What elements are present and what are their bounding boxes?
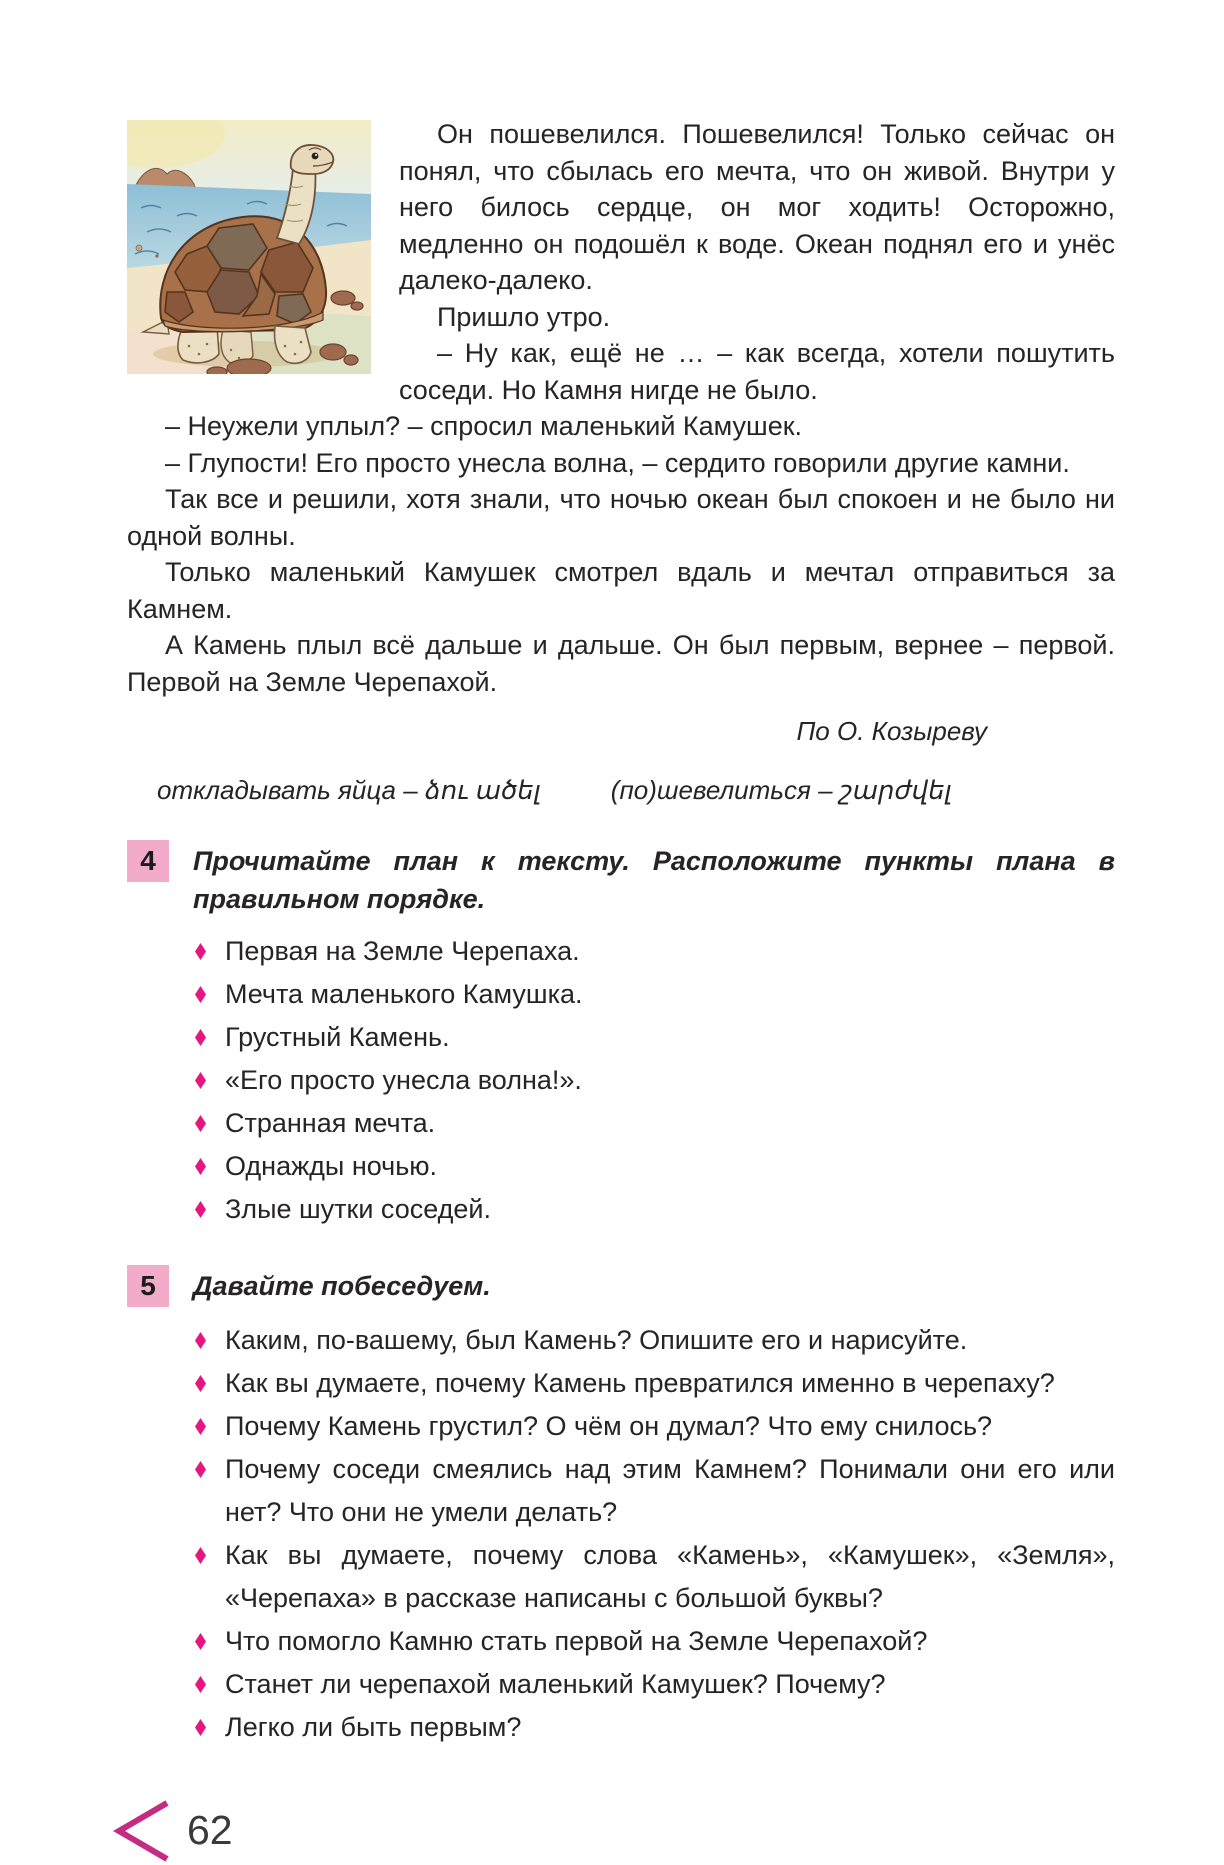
story-paragraph: Только маленький Камушек смотрел вдаль и мечтал отправиться за Камнем. (127, 557, 1115, 624)
exercise-5 (127, 1263, 1115, 1749)
diamond-bullet-icon (195, 1072, 206, 1089)
list-item-text: Как вы думаете, почему слова «Камень», «Камушек», «Земля», «Черепаха» в рассказе написаны с большой буквы? (225, 1540, 1115, 1613)
story-paragraph: Так все и решили, хотя знали, что ночью океан был спокоен и не было ни одной волны. (127, 484, 1115, 551)
list-item (193, 1663, 1115, 1706)
story-paragraph: – Ну как, ещё не … – как всегда, хотели пошутить соседи. Но Камня нигде не было. (399, 338, 1115, 405)
diamond-bullet-icon (195, 1547, 206, 1564)
page-footer (111, 1795, 1115, 1865)
exercise-title: Давайте побеседуем. (193, 1271, 491, 1301)
story-paragraph: – Глупости! Его просто унесла волна, – сердито говорили другие камни. (165, 447, 1070, 478)
story-text (127, 116, 1115, 700)
diamond-bullet-icon (195, 943, 206, 960)
exercise-title: Прочитайте план к тексту. Расположите пункты плана в правильном порядке. (193, 846, 1115, 914)
list-item (193, 1319, 1115, 1362)
diamond-bullet-icon (195, 1029, 206, 1046)
story-paragraph: Пришло утро. (437, 301, 611, 332)
page-number: 62 (187, 1806, 233, 1853)
list-item-text: Легко ли быть первым? (225, 1712, 522, 1742)
diamond-bullet-icon (195, 1633, 206, 1650)
diamond-bullet-icon (195, 1676, 206, 1693)
exercise-number-badge: 4 (127, 840, 169, 882)
page-content (127, 116, 1115, 1865)
list-item (193, 1016, 1115, 1059)
exercise-4 (127, 838, 1115, 1231)
list-item (193, 930, 1115, 973)
diamond-bullet-icon (195, 1332, 206, 1349)
list-item-text: Станет ли черепахой маленький Камушек? Почему? (225, 1669, 886, 1699)
list-item-text: Однажды ночью. (225, 1151, 438, 1181)
diamond-bullet-icon (195, 1201, 206, 1218)
exercise-4-items (193, 930, 1115, 1231)
vocabulary-line (157, 775, 1115, 806)
list-item-text: Странная мечта. (225, 1108, 436, 1138)
list-item-text: Почему Камень грустил? О чём он думал? Что ему снилось? (225, 1411, 993, 1441)
list-item-text: Злые шутки соседей. (225, 1194, 492, 1224)
vocabulary-entry: (по)шевелиться – շարժվել (610, 775, 952, 805)
list-item-text: «Его просто унесла волна!». (225, 1065, 582, 1095)
list-item (193, 1362, 1115, 1405)
list-item (193, 1448, 1115, 1534)
diamond-bullet-icon (195, 1719, 206, 1736)
list-item (193, 1620, 1115, 1663)
exercise-5-items (193, 1319, 1115, 1749)
list-item-text: Грустный Камень. (225, 1022, 450, 1052)
less-than-chevron-icon (111, 1795, 173, 1865)
list-item (193, 1145, 1115, 1188)
diamond-bullet-icon (195, 1115, 206, 1132)
list-item-text: Что помогло Камню стать первой на Земле Черепахой? (225, 1626, 928, 1656)
exercise-number-badge: 5 (127, 1265, 169, 1307)
story-paragraph: А Камень плыл всё дальше и дальше. Он был первым, вернее – первой. Первой на Земле Черепахой. (127, 630, 1115, 697)
diamond-bullet-icon (195, 1375, 206, 1392)
story-attribution: По О. Козыреву (796, 716, 987, 746)
turtle-illustration (127, 120, 371, 374)
exercise-5-header (127, 1263, 1115, 1307)
list-item-text: Первая на Земле Черепаха. (225, 936, 580, 966)
diamond-bullet-icon (195, 1418, 206, 1435)
diamond-bullet-icon (195, 1461, 206, 1478)
diamond-bullet-icon (195, 986, 206, 1003)
diamond-bullet-icon (195, 1158, 206, 1175)
list-item (193, 1102, 1115, 1145)
vocabulary-entry: откладывать яйца – ձու ածել (157, 775, 541, 805)
list-item-text: Как вы думаете, почему Камень превратился именно в черепаху? (225, 1368, 1055, 1398)
list-item (193, 1534, 1115, 1620)
story-paragraph: Он пошевелился. Пошевелился! Только сейчас он понял, что сбылась его мечта, что он живой. Внутри у него билось сердце, он мог ходить! Осторожно, медленно он подошёл к воде. Океан поднял его и унёс далеко-далеко. (399, 119, 1115, 295)
story-paragraph: – Неужели уплыл? – спросил маленький Камушек. (165, 411, 803, 441)
list-item (193, 973, 1115, 1016)
exercise-4-header (127, 838, 1115, 918)
list-item-text: Мечта маленького Камушка. (225, 979, 583, 1009)
list-item (193, 1059, 1115, 1102)
list-item (193, 1405, 1115, 1448)
list-item-text: Почему соседи смеялись над этим Камнем? Понимали они его или нет? Что они не умели делать? (225, 1454, 1115, 1527)
list-item-text: Каким, по-вашему, был Камень? Опишите его и нарисуйте. (225, 1325, 968, 1355)
list-item (193, 1706, 1115, 1749)
list-item (193, 1188, 1115, 1231)
